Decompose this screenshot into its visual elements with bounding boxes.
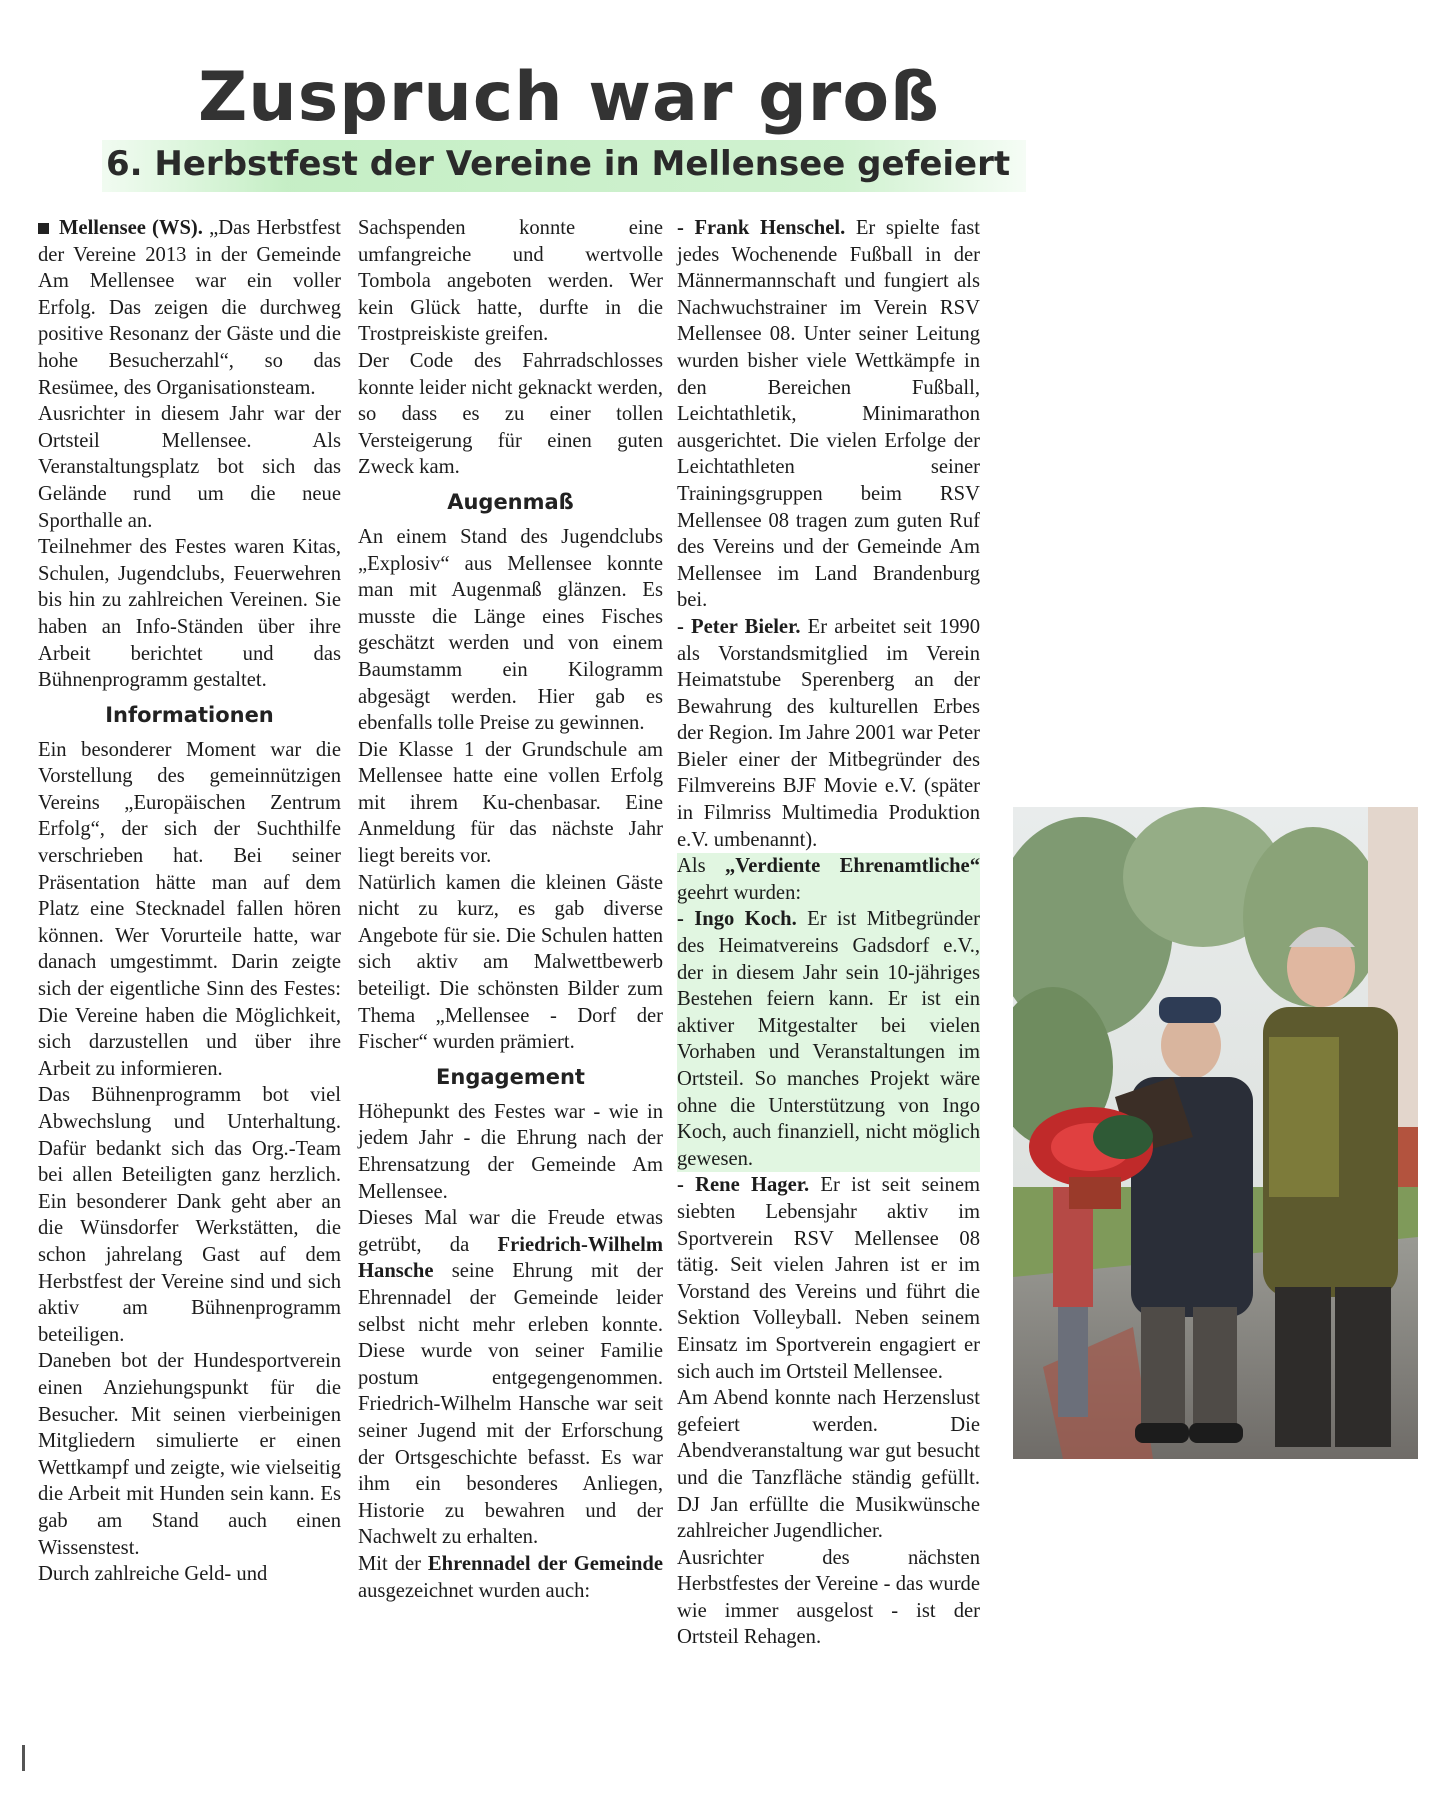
paragraph-text: Als: [677, 855, 706, 878]
paragraph: [38, 215, 341, 401]
paragraph: An einem Stand des Jugendclubs „Explosiv“ aus Mellensee konnte man mit Augenmaß glänzen. Es musste die Länge eines Fisches geschätzt werden und von einem Baumstamm ein Kilogramm abgesägt werden. Hier gab es ebenfalls tolle Preise zu gewinnen.: [358, 525, 663, 735]
headline: Zuspruch war groß: [198, 58, 940, 137]
article-column-1: [38, 215, 341, 1588]
article-column-3: [677, 215, 980, 1651]
paragraph-text: seine Ehrung mit der Ehrennadel der Gemeinde leider selbst nicht mehr erleben konnte. Diese wurde von seiner Familie postum entgegengenommen. Friedrich-Wilhelm Hansche war seit seiner Jugend mit der Erforschung der Ortsgeschichte befasst. Es war ihm ein besonderes Anliegen, Historie zu bewahren und der Nachwelt zu erhalten.: [358, 1260, 663, 1549]
paragraph: Natürlich kamen die kleinen Gäste nicht zu kurz, es gab diverse Angebote für sie. Die Schulen hatten sich aktiv am Malwettbewerb beteiligt. Die schönsten Bilder zum Thema „Mellensee - Dorf der Fischer“ wurden prämiert.: [358, 871, 663, 1054]
paragraph: Ausrichter des nächsten Herbstfestes der Vereine - das wurde wie immer ausgelost - ist der Ortsteil Rehagen.: [677, 1546, 980, 1649]
edge-mark: [22, 1745, 25, 1771]
paragraph: Durch zahlreiche Geld- und: [38, 1563, 268, 1586]
honoree-name: - Ingo Koch.: [677, 908, 797, 931]
paragraph: [677, 614, 980, 853]
paragraph-text: Er arbeitet seit 1990 als Vorstandsmitglied im Verein Heimatstube Sperenberg an der Bewahrung des kulturellen Erbes der Region. Im Jahre 2001 war Peter Bieler einer der Mitbegründer des Filmvereins BJF Movie e.V. (später in Filmriss Multimedia Produktion e.V. umbenannt).: [677, 615, 980, 851]
paragraph: [358, 1551, 663, 1604]
paragraph-text: Er ist seit seinem siebten Lebensjahr aktiv im Sportverein RSV Mellensee 08 tätig. Seit vielen Jahren ist er im Vorstand des Vereins und führt die Sektion Volleyball. Neben seinem Einsatz im Sportverein engagiert er sich auch im Ortsteil Mellensee.: [677, 1174, 980, 1383]
article-column-2: [358, 215, 663, 1604]
paragraph-text: „Das Herbstfest der Vereine 2013 in der Gemeinde Am Mellensee war ein voller Erfolg. Das zeigen die durchweg positive Resonanz der Gäste und die hohe Besucherzahl“, so das Resümee, des Organisationsteam.: [38, 217, 341, 399]
paragraph: [677, 1172, 980, 1385]
paragraph-text: geehrt wurden:: [677, 881, 802, 904]
paragraph-text: Mit der: [358, 1552, 421, 1575]
section-heading: Informationen: [105, 702, 274, 727]
paragraph: Sachspenden konnte eine umfangreiche und wertvolle Tombola angeboten werden. Wer kein Glück hatte, durfte in die Trostpreiskiste greifen.: [358, 217, 663, 346]
dateline: Mellensee (WS).: [59, 217, 203, 239]
paragraph: Das Bühnenprogramm bot viel Abwechslung und Unterhaltung. Dafür bedankt sich das Org.-Team bei allen Beteiligten ganz herzlich. Ein besonderer Dank geht aber an die Wünsdorfer Werkstätten, die schon jahrelang Gast auf dem Herbstfest der Vereine sind und sich aktiv am Bühnenprogramm beteiligen.: [38, 1084, 341, 1346]
award-name: Ehrennadel der Gemeinde: [427, 1552, 663, 1575]
event-photo: [1013, 807, 1418, 1459]
paragraph: Ausrichter in diesem Jahr war der Ortsteil Mellensee. Als Veranstaltungsplatz bot sich das Gelände rund um die neue Sporthalle an.: [38, 403, 341, 532]
paragraph: Der Code des Fahrradschlosses konnte leider nicht geknackt werden, so dass es zu einer tollen Versteigerung für einen guten Zweck kam.: [358, 349, 663, 479]
paragraph-text: Er ist Mitbegründer des Heimatvereins Gadsdorf e.V., der in diesem Jahr sein 10-jähriges Bestehen feiern kann. Er ist ein aktiver Mitgestalter bei vielen Vorhaben und Veranstaltungen im Ortsteil. So manches Projekt wäre ohne die Unterstützung von Ingo Koch, auch finanziell, nicht möglich gewesen.: [677, 908, 980, 1170]
award-title: „Verdiente Ehrenamtliche“: [724, 855, 980, 878]
paragraph: Daneben bot der Hundesportverein einen Anziehungspunkt für die Besucher. Mit seinen vierbeinigen Mitgliedern simulierte er einen Wettkampf und zeigte, wie vielseitig die Arbeit mit Hunden sein kann. Es gab am Stand auch einen Wissenstest.: [38, 1350, 341, 1559]
paragraph: [677, 215, 980, 614]
paragraph: Teilnehmer des Festes waren Kitas, Schulen, Jugendclubs, Feuerwehren bis hin zu zahlreichen Vereinen. Sie haben an Info-Ständen über ihre Arbeit berichtet und das Bühnenprogramm gestaltet.: [38, 536, 341, 692]
photo-illustration: [1013, 807, 1418, 1459]
square-bullet-icon: [38, 223, 49, 234]
honoree-name: - Rene Hager.: [677, 1174, 810, 1197]
paragraph: Ein besonderer Moment war die Vorstellung des gemeinnützigen Vereins „Europäischen Zentrum Erfolg“, der sich der Suchthilfe verschrieben hat. Bei seiner Präsentation hätte man auf dem Platz eine Stecknadel fallen hören können. Wer Vorurteile hatte, war danach umgestimmt. Darin zeigte sich der eigentliche Sinn des Festes: Die Vereine haben die Möglichkeit, sich darzustellen und über ihre Arbeit zu informieren.: [38, 738, 341, 1080]
section-heading: Augenmaß: [447, 489, 574, 514]
paragraph-text: Dieses Mal war die Freude etwas getrübt, da: [358, 1207, 663, 1256]
highlighted-paragraph: [677, 853, 980, 906]
paragraph-text: ausgezeichnet wurden auch:: [358, 1579, 591, 1602]
honoree-name: - Peter Bieler.: [677, 615, 801, 638]
paragraph: Die Klasse 1 der Grundschule am Mellensee hatte eine vollen Erfolg mit ihrem Ku-chenbasar. Eine Anmeldung für das nächste Jahr liegt bereits vor.: [358, 738, 663, 868]
honoree-name: - Frank Henschel.: [677, 217, 846, 239]
subheadline: 6. Herbstfest der Vereine in Mellensee gefeiert: [102, 140, 1026, 192]
paragraph: Am Abend konnte nach Herzenslust gefeiert werden. Die Abendveranstaltung war gut besucht und die Tanzfläche ständig gefüllt. DJ Jan erfüllte die Musikwünsche zahlreicher Jugendlicher.: [677, 1387, 980, 1543]
highlighted-paragraph: [677, 906, 980, 1172]
honoree-name: Friedrich-Wilhelm Hansche: [358, 1233, 663, 1283]
paragraph: Höhepunkt des Festes war - wie in jedem Jahr - die Ehrung nach der Ehrensatzung der Gemeinde Am Mellensee.: [358, 1100, 663, 1203]
paragraph: [358, 1205, 663, 1551]
section-heading: Engagement: [436, 1064, 585, 1089]
paragraph-text: Er spielte fast jedes Wochenende Fußball in der Männermannschaft und fungiert als Nachwuchstrainer im Verein RSV Mellensee 08. Unter seiner Leitung wurden bisher viele Wettkämpfe in den Bereichen Fußball, Leichtathletik, Minimarathon ausgerichtet. Die vielen Erfolge der Leichtathleten seiner Trainingsgruppen beim RSV Mellensee 08 tragen zum guten Ruf des Vereins und der Gemeinde Am Mellensee im Land Brandenburg bei.: [677, 217, 980, 612]
